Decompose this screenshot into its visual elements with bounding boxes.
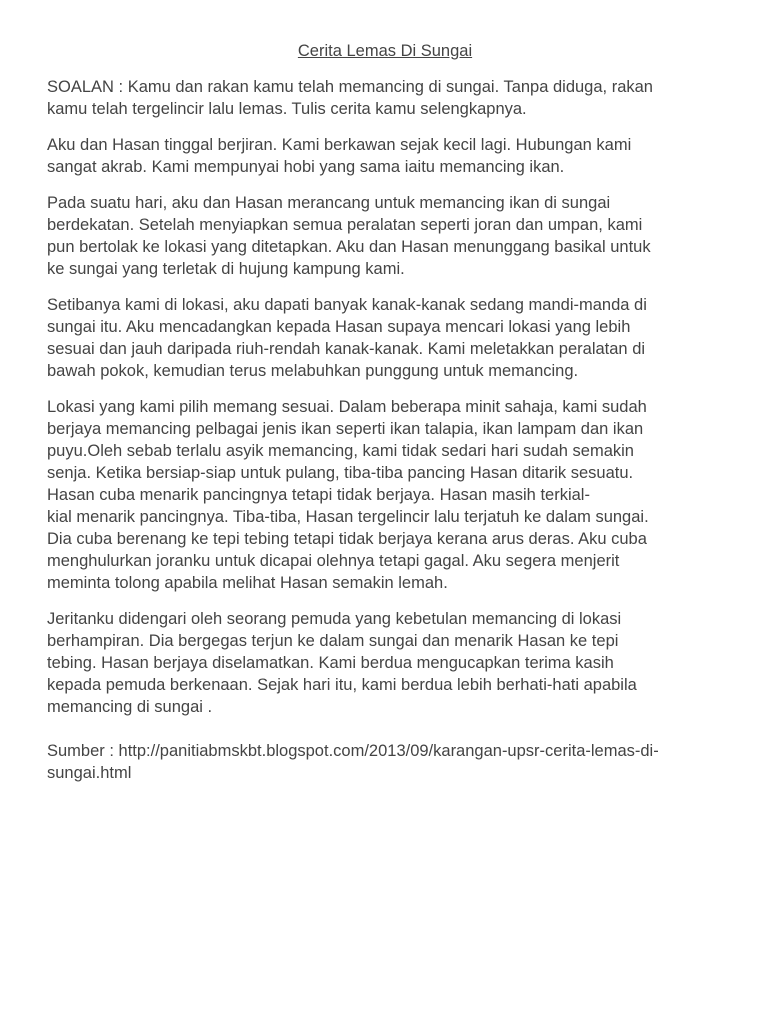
document-title: Cerita Lemas Di Sungai [297, 42, 473, 60]
story-paragraph-1: Aku dan Hasan tinggal berjiran. Kami berkawan sejak kecil lagi. Hubungan kami sangat akrab. Kami mempunyai hobi yang sama iaitu memancing ikan. [47, 136, 632, 176]
question-paragraph: SOALAN : Kamu dan rakan kamu telah memancing di sungai. Tanpa diduga, rakan kamu telah tergelincir lalu lemas. Tulis cerita kamu selengkapnya. [47, 78, 653, 118]
story-paragraph-3: Setibanya kami di lokasi, aku dapati banyak kanak-kanak sedang mandi-manda di sungai itu. Aku mencadangkan kepada Hasan supaya mencari lokasi yang lebih sesuai dan jauh daripada riuh-rendah kanak-kanak. Kami meletakkan peralatan di bawah pokok, kemudian terus melabuhkan punggung untuk memancing. [47, 296, 647, 380]
document-page [47, 40, 723, 798]
story-paragraph-4: Lokasi yang kami pilih memang sesuai. Dalam beberapa minit sahaja, kami sudah berjaya memancing pelbagai jenis ikan seperti ikan talapia, ikan lampam dan ikan puyu.Oleh sebab terlalu asyik memancing, kami tidak sedari hari sudah semakin senja. Ketika bersiap-siap untuk pulang, tiba-tiba pancing Hasan ditarik sesuatu. Hasan cuba menarik pancingnya tetapi tidak berjaya. Hasan masih terkial- kial menarik pancingnya. Tiba-tiba, Hasan tergelincir lalu terjatuh ke dalam sungai. Dia cuba berenang ke tepi tebing tetapi tidak berjaya kerana arus deras. Aku cuba menghulurkan joranku untuk dicapai olehnya tetapi gagal. Aku segera menjerit meminta tolong apabila melihat Hasan semakin lemah. [47, 398, 649, 592]
source-citation: Sumber : http://panitiabmskbt.blogspot.com/2013/09/karangan-upsr-cerita-lemas-di- sungai.html [47, 742, 659, 782]
story-paragraph-2: Pada suatu hari, aku dan Hasan merancang untuk memancing ikan di sungai berdekatan. Setelah menyiapkan semua peralatan seperti joran dan umpan, kami pun bertolak ke lokasi yang ditetapkan. Aku dan Hasan menunggang basikal untuk ke sungai yang terletak di hujung kampung kami. [47, 194, 651, 278]
story-paragraph-5: Jeritanku didengari oleh seorang pemuda yang kebetulan memancing di lokasi berhampiran. Dia bergegas terjun ke dalam sungai dan menarik Hasan ke tepi tebing. Hasan berjaya diselamatkan. Kami berdua mengucapkan terima kasih kepada pemuda berkenaan. Sejak hari itu, kami berdua lebih berhati-hati apabila memancing di sungai . [47, 610, 637, 716]
